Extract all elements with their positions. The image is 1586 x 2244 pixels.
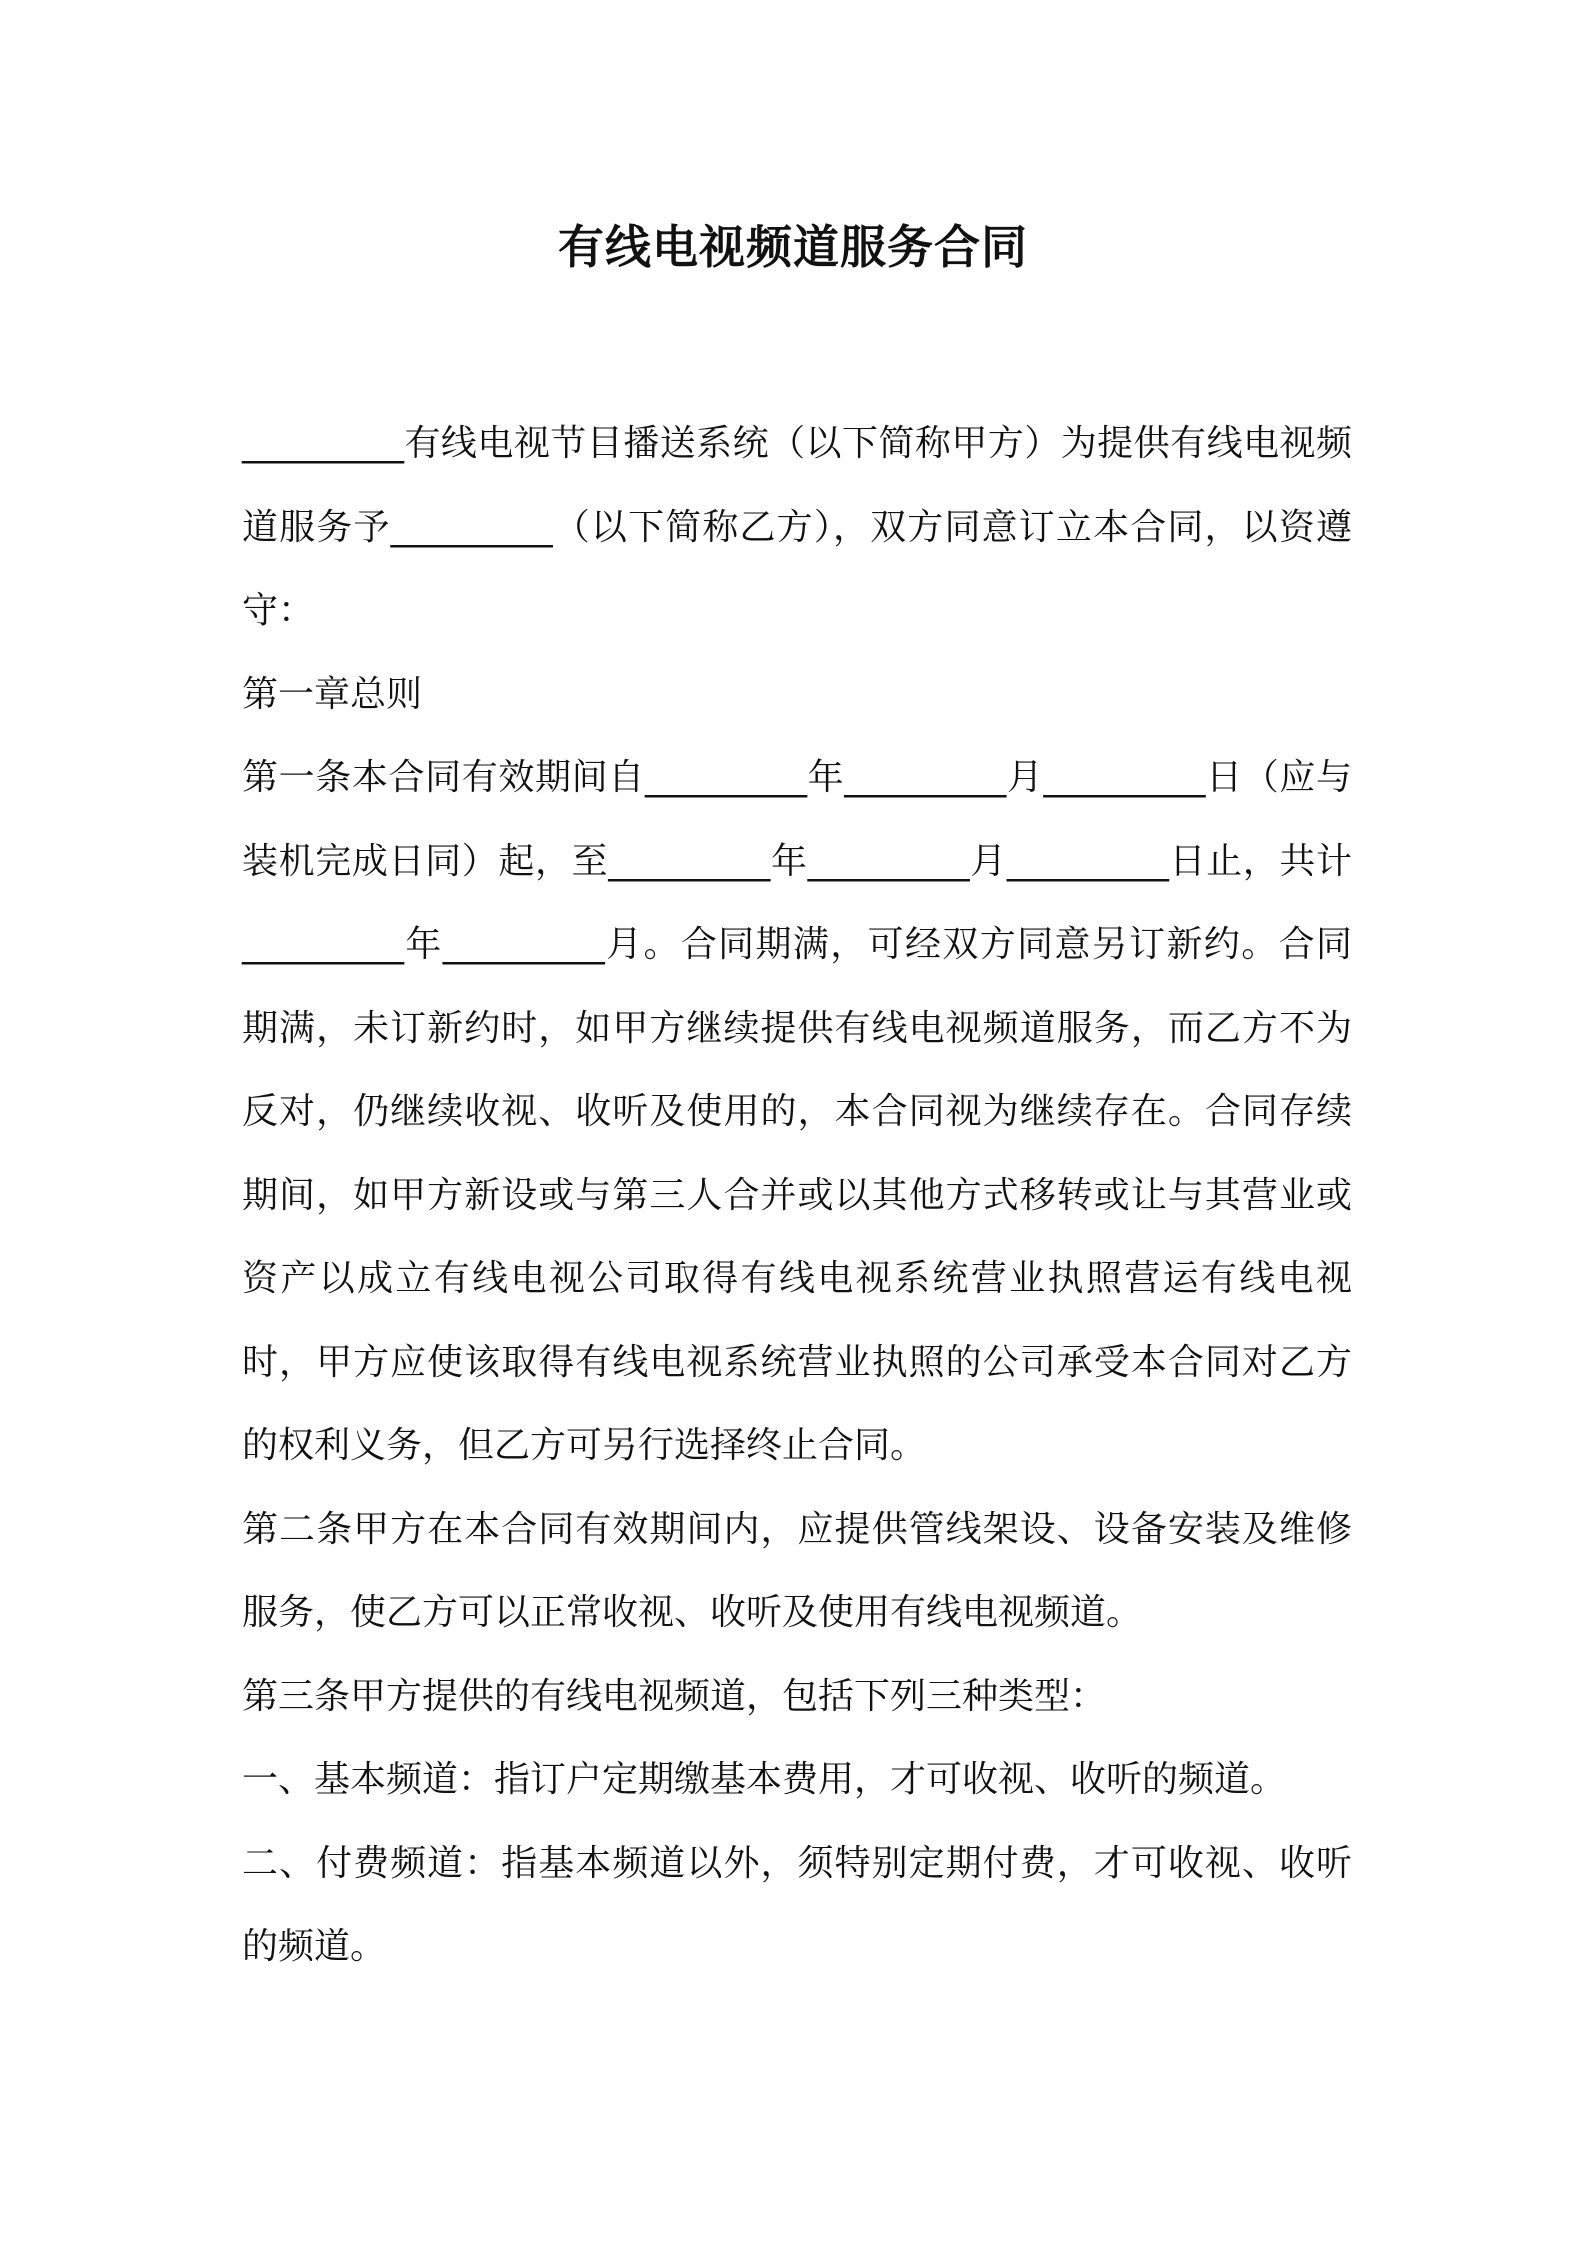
basic-channel-item: 一、基本频道：指订户定期缴基本费用，才可收视、收听的频道。 — [242, 1759, 1287, 1800]
article-1-paragraph: 第一条本合同有效期间自_________年_________月_________日（应与装机完成日同）起，至_________年_________月_________日止，共计_________年_________月。合同期满，可经双方同意另订新约。合同期满，未订新约时，如甲方继续提供有线电视频道服务，而乙方不为反对，仍继续收视、收听及使用的，本合同视为继续存在。合同存续期间，如甲方新设或与第三人合并或以其他方式移转或让与其营业或资产以成立有线电视公司取得有线电视系统营业执照营运有线电视时，甲方应使该取得有线电视系统营业执照的公司承受本合同对乙方的权利义务，但乙方可另行选择终止合同。 — [242, 757, 1352, 1466]
paid-channel-item: 二、付费频道：指基本频道以外，须特别定期付费，才可收视、收听的频道。 — [242, 1842, 1352, 1967]
page-title: 有线电视频道服务合同 — [558, 220, 1028, 274]
article-2-paragraph: 第二条甲方在本合同有效期间内，应提供管线架设、设备安装及维修服务，使乙方可以正常收视、收听及使用有线电视频道。 — [242, 1508, 1352, 1633]
chapter-heading: 第一章总则 — [242, 673, 423, 715]
article-3-paragraph: 第三条甲方提供的有线电视频道，包括下列三种类型： — [242, 1675, 1107, 1717]
preamble-paragraph: _________有线电视节目播送系统（以下简称甲方）为提供有线电视频道服务予_________（以下简称乙方），双方同意订立本合同，以资遵守： — [242, 423, 1352, 631]
contract-body — [242, 402, 1352, 1989]
